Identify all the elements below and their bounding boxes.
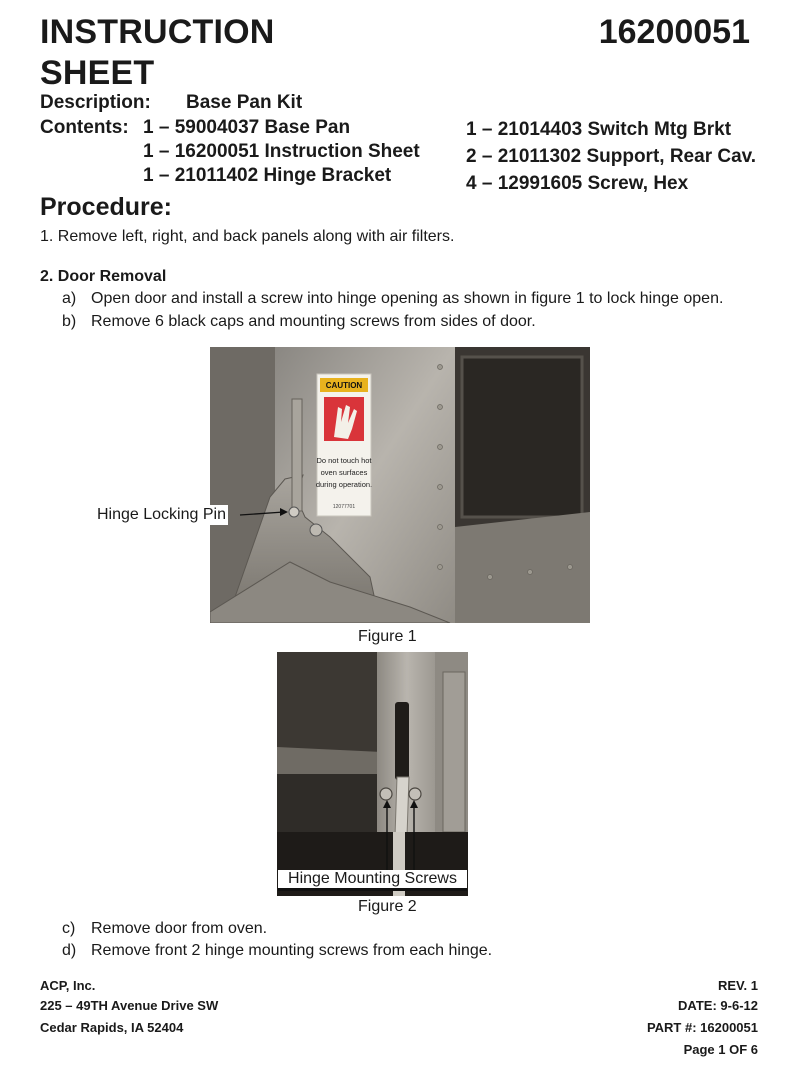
step-item-b xyxy=(62,311,536,333)
contents-list-right xyxy=(466,116,756,197)
hinge-mounting-screws-callout: Hinge Mounting Screws xyxy=(278,870,467,891)
contents-item: 4 – 12991605 Screw, Hex xyxy=(466,173,689,194)
figure-1-illustration xyxy=(210,347,590,623)
contents-label: Contents: xyxy=(40,117,129,138)
step-1: 1. Remove left, right, and back panels along with air filters. xyxy=(40,228,455,245)
step-letter: c) xyxy=(62,920,76,937)
figure-2-photo xyxy=(277,652,468,896)
figure-1-photo xyxy=(210,347,590,623)
caution-label-line: Do not touch hot xyxy=(316,456,372,465)
contents-item: 2 – 21011302 Support, Rear Cav. xyxy=(466,146,757,167)
contents-item: 1 – 16200051 Instruction Sheet xyxy=(143,141,420,162)
footer-page: Page 1 OF 6 xyxy=(683,1042,758,1057)
step-text: Remove front 2 hinge mounting screws from each hinge. xyxy=(91,942,493,959)
title-line-1: INSTRUCTION xyxy=(40,13,275,51)
footer-part: PART #: 16200051 xyxy=(646,1020,758,1035)
contents-item: 1 – 21014403 Switch Mtg Brkt xyxy=(466,119,732,140)
step-2-heading: 2. Door Removal xyxy=(40,268,167,285)
step-letter: b) xyxy=(62,313,77,330)
footer-revision-info xyxy=(647,976,758,1060)
footer-address-line: 225 – 49TH Avenue Drive SW xyxy=(40,998,219,1013)
caution-label-line: during operation. xyxy=(315,480,373,489)
footer-rev: REV. 1 xyxy=(718,978,758,993)
footer-company: ACP, Inc. xyxy=(40,978,96,993)
page-title xyxy=(40,12,275,94)
contents-item: 1 – 59004037 Base Pan xyxy=(143,117,351,138)
procedure-heading: Procedure: xyxy=(40,193,172,221)
title-line-2: SHEET xyxy=(40,54,155,92)
step-text: Open door and install a screw into hinge opening as shown in figure 1 to lock hinge open. xyxy=(91,290,724,307)
footer-date: DATE: 9-6-12 xyxy=(678,998,758,1013)
description-label: Description: xyxy=(40,92,151,113)
footer-address xyxy=(40,976,218,1038)
description-row xyxy=(40,92,302,114)
step-letter: d) xyxy=(62,942,77,959)
step-text: Remove door from oven. xyxy=(91,920,268,937)
step-item-d xyxy=(62,940,492,962)
footer-address-line: Cedar Rapids, IA 52404 xyxy=(40,1020,184,1035)
document-number: 16200051 xyxy=(598,13,750,51)
contents-item: 1 – 21011402 Hinge Bracket xyxy=(143,165,392,186)
caution-label-heading: CAUTION xyxy=(325,381,363,390)
figure-2-illustration xyxy=(277,652,468,896)
figure-1-caption: Figure 1 xyxy=(358,628,417,645)
description-value: Base Pan Kit xyxy=(186,92,303,113)
hinge-locking-pin-callout: Hinge Locking Pin xyxy=(97,506,226,523)
figure-2-caption: Figure 2 xyxy=(358,898,417,915)
step-item-c xyxy=(62,918,267,940)
step-text: Remove 6 black caps and mounting screws from sides of door. xyxy=(91,313,536,330)
caution-label-line: oven surfaces xyxy=(320,468,368,477)
step-item-a xyxy=(62,288,723,310)
caution-label-code: 12077701 xyxy=(332,504,356,510)
step-letter: a) xyxy=(62,290,77,307)
